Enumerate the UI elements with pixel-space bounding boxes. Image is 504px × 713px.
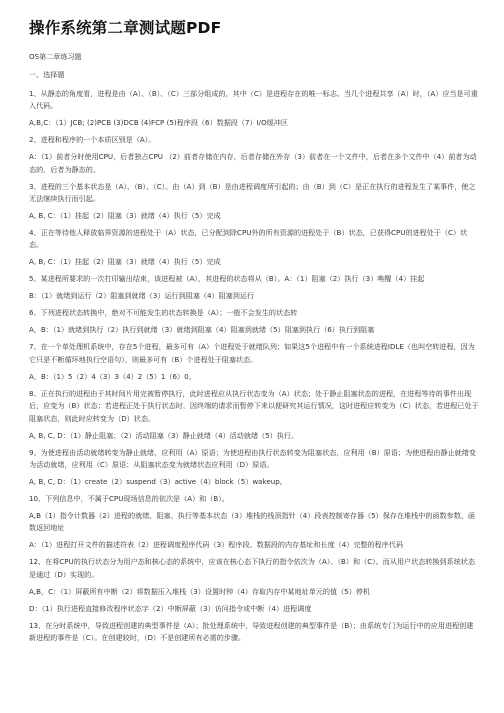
question-4: 4、正在等待他人释放临界资源的进程处于（A）状态，已分配到除CPU外的所有资源的进程处于（B）状态，已获得CPU的进程处于（C）状态。 (29, 228, 468, 250)
question-6: 6、下列进程状态转换中，绝对不可能发生的状态转换是（A）；一般不会发生的状态转 (29, 308, 298, 318)
options-6: A，B：（1）就绪到执行（2）执行到就绪（3）就绪到阻塞（4）阻塞到就绪（5）阻塞到执行（6）执行到阻塞 (29, 325, 375, 335)
options-11: A：（1）进程打开文件的描述符表（2）进程调度程序代码（3）程序段、数据段的内存基址和长度（4）完整的程序代码 (29, 540, 404, 550)
paragraph-subtitle: OS第二章练习题 (29, 52, 82, 61)
options-9: A, B, C, D：（1）create（2）suspend（3）active（4）block（5）wakeup。 (29, 477, 287, 487)
options-7: A，B：（1）5（2）4（3）3（4）2（5）1（6）0。 (29, 371, 196, 381)
question-13: 13、在分时系统中，导致进程创建的典型事件是（A）；批处理系统中，导致进程创建的典型事件是（B）；由系统专门为运行中的应用进程创建新进程的事件是（C）。在创建较时，（D）不是创建所有必需的步骤。 (29, 620, 474, 643)
question-5: 5、某进程所要求的一次打印输出结束，该进程被（A），其进程的状态将从（B）。A：（1）阻塞（2）执行（3）唤醒（4）挂起 (29, 274, 425, 284)
options-4: A, B, C：（1）挂起（2）阻塞（3）就绪（4）执行（5）完成 (29, 257, 221, 267)
options-3: A, B, C：（1）挂起（2）阻塞（3）就绪（4）执行（5）完成 (29, 211, 221, 221)
options-10: A,B（1）指令计数器（2）进程的就绪、阻塞、执行等基本状态（3）堆栈的栈顶指针（4）段表控制寄存器（5）保存在堆栈中的函数参数、函数返回地址 (29, 511, 475, 533)
question-7: 7、在一个单处理机系统中，存在5个进程，最多可有（A）个进程处于就绪队列；如果这5个进程中有一个系统进程IDLE（也叫空转进程，因为它只是不断循环地执行空语句），则最多可有（B）个进程处于阻塞状态。 (29, 342, 475, 364)
question-8: 8、正在执行的进程由于其时间片用完被暂停执行，此时进程应从执行状态变为（A）状态；处于静止阻塞状态的进程，在进程等待的事件出现后，应变为（B）状态；若进程正处于执行状态时，因终端的请求而暂停下来以便研究其运行情况，这时进程应转变为（C）状态，若进程已处于阻塞状态，则此时应转变为（D）状态。 (29, 388, 479, 423)
question-9: 9、为使进程由活动就绪转变为静止就绪，应利用（A）原语；为使进程由执行状态转变为阻塞状态，应利用（B）原语；为使进程由静止就绪变为活动就绪，应利用（C）原语；从阻塞状态变为就绪状态应利用（D）原语。 (29, 447, 476, 470)
section-heading: 一、选择题 (29, 70, 65, 80)
options-12-d: D：（1）执行进程直接修改程序状态字（2）中断屏蔽（3）访问指令或中断（4）进程调度 (29, 603, 312, 613)
question-12: 12、在将CPU的执行状态分为用户态和核心态的系统中，应该在核心态下执行的指令依次为（A）、（B）和（C）。而从用户状态转换到系统状态是通过（D）实现的。 (29, 557, 475, 579)
options-12-abc: A,B，C：（1）屏蔽所有中断（2）将数据压入堆栈（3）设置时钟（4）存取内存中某地址单元的值（5）停机 (29, 586, 370, 596)
document-body (29, 51, 480, 645)
options-8: A, B, C, D：（1）静止阻塞；（2）活动阻塞（3）静止就绪（4）活动就绪（5）执行。 (29, 430, 299, 440)
options-1: A,B,C：（1）JCB; (2)PCB (3)DCB (4)FCP (5)程序段（6）数据段（7）I/O缓冲区 (29, 118, 288, 128)
question-10: 10、下列信息中，不属于CPU现场信息的依次是（A）和（B）。 (29, 494, 229, 504)
question-3: 3、进程的三个基本状态是（A）、（B）、（C）。由（A）到（B）是由进程调度所引起的；由（B）到（C）是正在执行的进程发生了某事件，使之无法继续执行而引起。 (29, 181, 476, 204)
question-1: 1、从静态的角度看，进程是由（A）、（B）、（C）三部分组成的，其中（C）是进程存在的唯一标志。当几个进程共享（A）时，（A）应当是可重入代码。 (29, 88, 478, 111)
question-2: 2、进程和程序的一个本质区别是（A）。 (29, 135, 156, 145)
document-title: 操作系统第二章测试题PDF (29, 19, 222, 37)
options-2: A：（1）前者分时使用CPU，后者独占CPU （2）前者存储在内存，后者存储在外存（3）前者在一个文件中，后者在多个文件中（4）前者为动态的，后者为静态的。 (29, 152, 477, 174)
options-5: B：（1）就绪到运行（2）阻塞到就绪（3）运行到阻塞（4）阻塞到运行 (29, 291, 255, 301)
